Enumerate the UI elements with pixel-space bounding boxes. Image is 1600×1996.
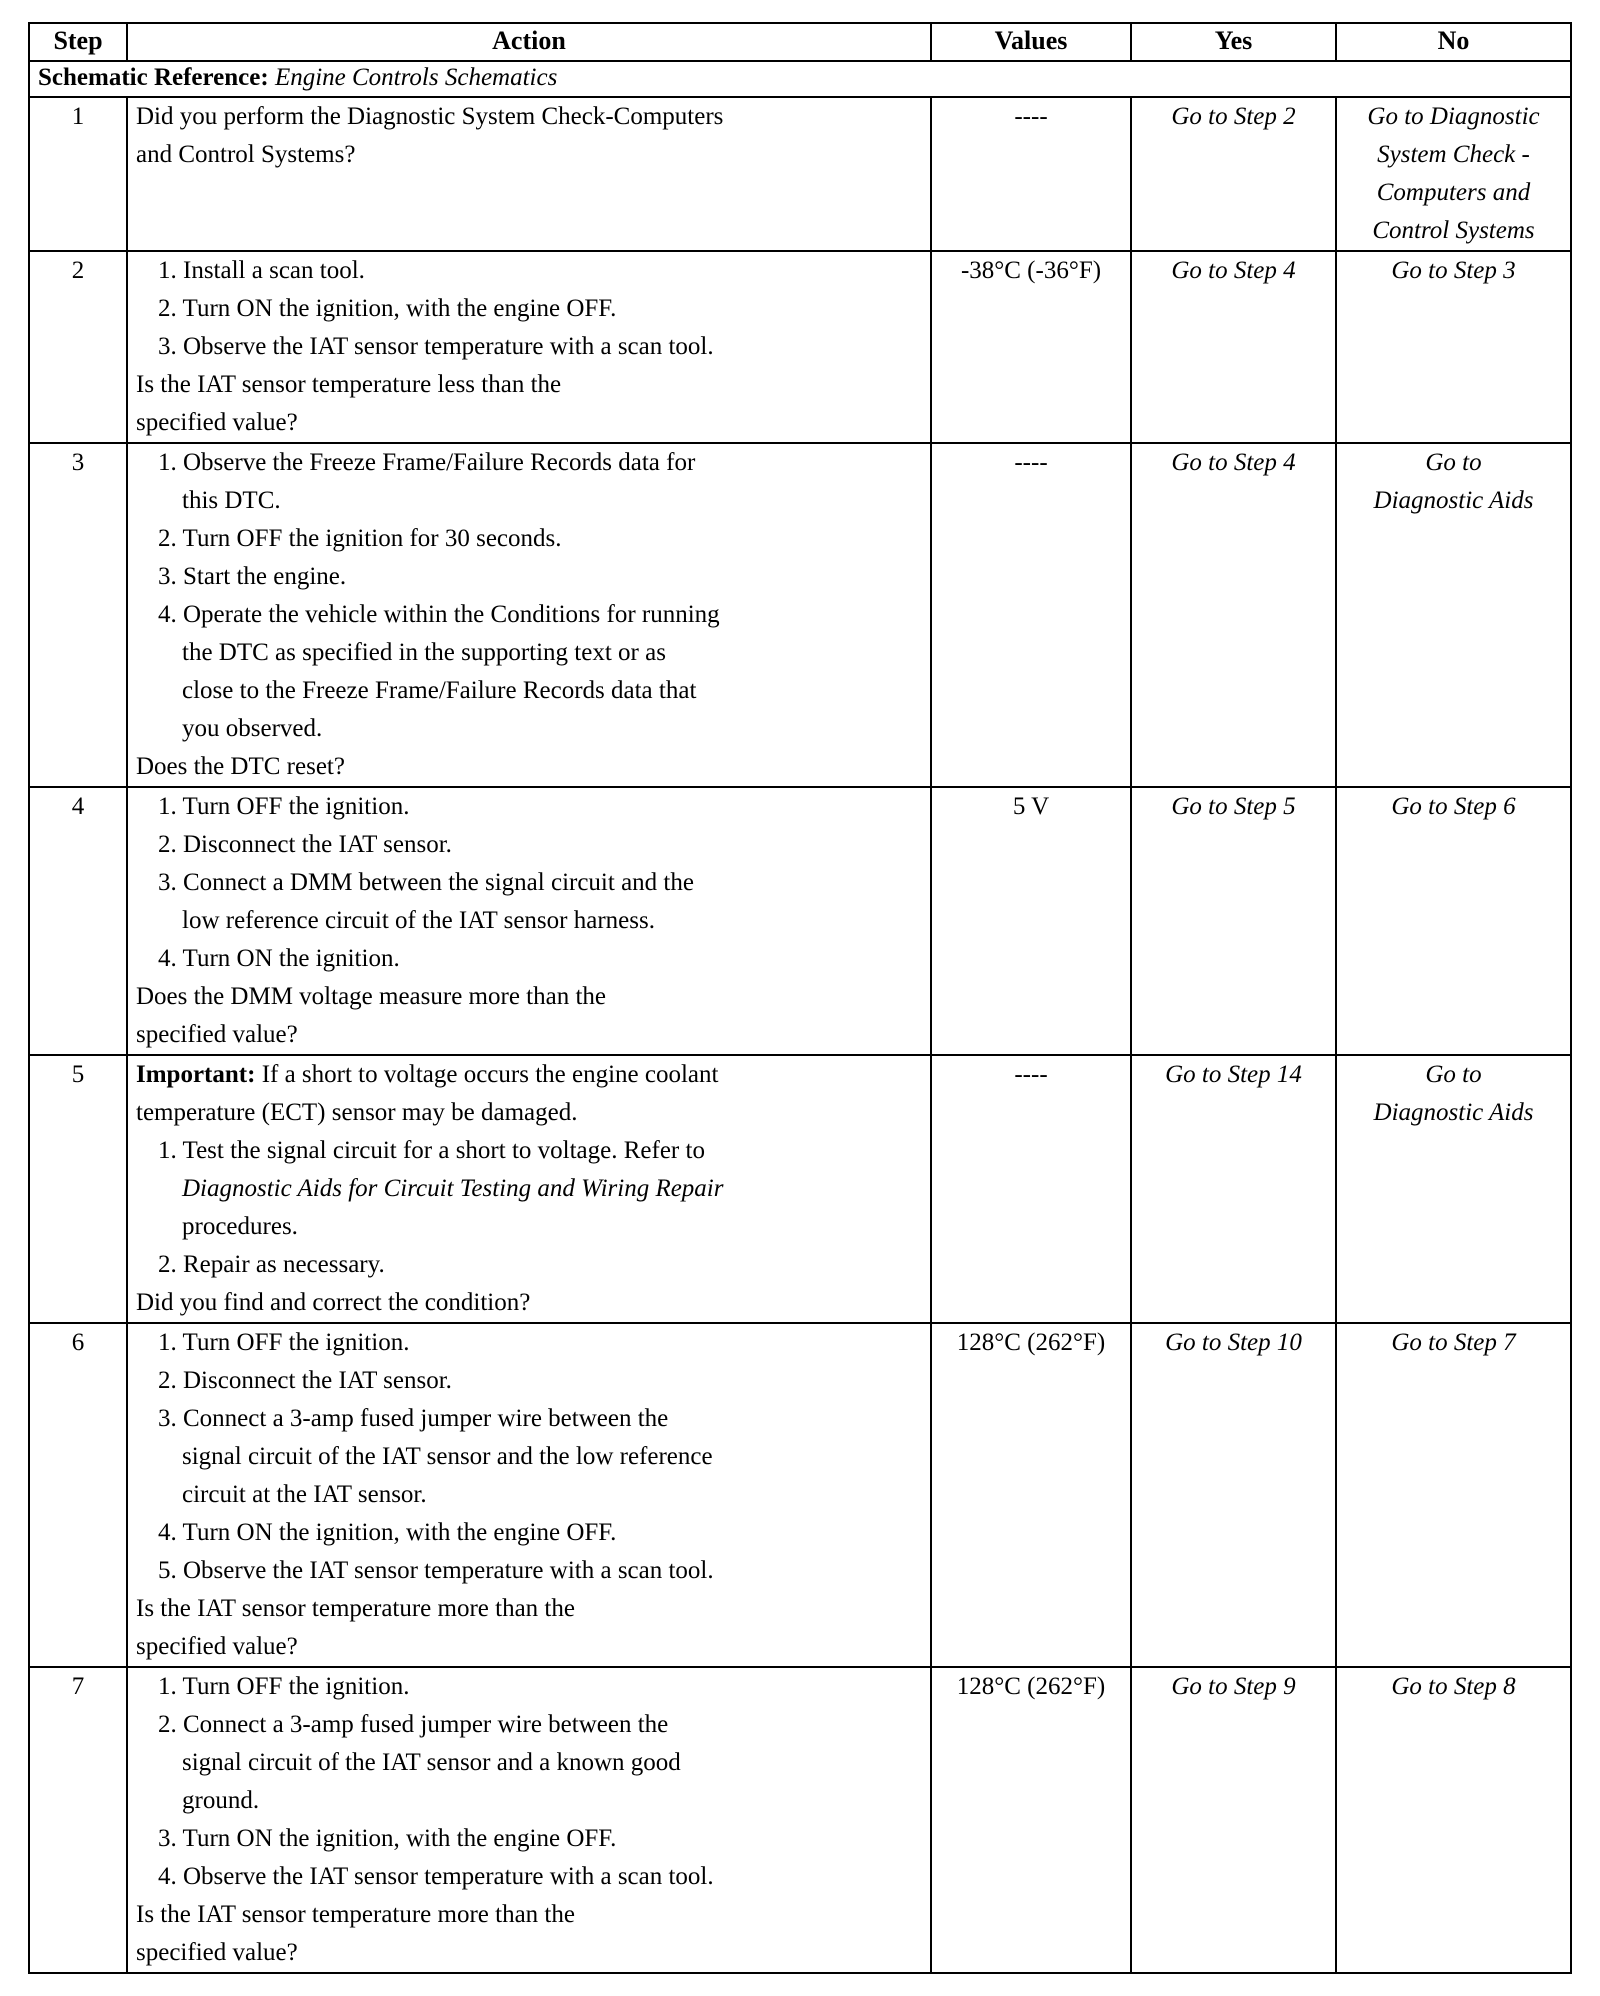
no-link-line: Computers and [1376, 179, 1531, 206]
action-line: Did you perform the Diagnostic System Check-Computers [136, 103, 724, 130]
action-item: 4. Observe the IAT sensor temperature with a scan tool. [158, 1863, 714, 1890]
step-number: 5 [29, 1055, 127, 1323]
header-no: No [1336, 23, 1571, 61]
table-row [29, 97, 1571, 251]
action-question: specified value? [136, 1633, 298, 1660]
step-value: -38°C (-36°F) [931, 251, 1131, 443]
step-value: 5 V [931, 787, 1131, 1055]
action-line: and Control Systems? [136, 141, 356, 168]
action-item: 1. Observe the Freeze Frame/Failure Records data for [158, 449, 696, 476]
yes-link[interactable]: Go to Step 14 [1131, 1055, 1336, 1323]
step-number: 3 [29, 443, 127, 787]
action-item: low reference circuit of the IAT sensor harness. [182, 907, 655, 934]
step-action [127, 97, 931, 251]
yes-link[interactable]: Go to Step 2 [1131, 97, 1336, 251]
step-value: ---- [931, 1055, 1131, 1323]
action-item: 1. Turn OFF the ignition. [158, 1673, 410, 1700]
no-link-line: Control Systems [1372, 217, 1535, 244]
step-number: 6 [29, 1323, 127, 1667]
no-link-line: Go to Diagnostic [1367, 103, 1540, 130]
action-item: circuit at the IAT sensor. [182, 1481, 427, 1508]
table-row [29, 1055, 1571, 1323]
action-item: 2. Disconnect the IAT sensor. [158, 831, 452, 858]
step-action [127, 1323, 931, 1667]
important-label: Important: [136, 1061, 256, 1088]
step-action [127, 787, 931, 1055]
no-link[interactable]: Go to Step 6 [1336, 787, 1571, 1055]
no-link[interactable] [1336, 97, 1571, 251]
table-row [29, 787, 1571, 1055]
action-question: specified value? [136, 409, 298, 436]
step-number: 7 [29, 1667, 127, 1973]
important-continued: temperature (ECT) sensor may be damaged. [136, 1099, 578, 1126]
schematic-reference [29, 61, 1571, 97]
action-question: Is the IAT sensor temperature more than the [136, 1901, 575, 1928]
action-item: 1. Install a scan tool. [158, 257, 365, 284]
yes-link[interactable]: Go to Step 4 [1131, 251, 1336, 443]
action-item: 3. Connect a DMM between the signal circuit and the [158, 869, 694, 896]
action-item: 3. Observe the IAT sensor temperature with a scan tool. [158, 333, 714, 360]
action-question: Did you find and correct the condition? [136, 1289, 531, 1316]
action-question: specified value? [136, 1939, 298, 1966]
step-action [127, 1667, 931, 1973]
action-question: Is the IAT sensor temperature less than the [136, 371, 562, 398]
action-item: 1. Turn OFF the ignition. [158, 1329, 410, 1356]
table-row [29, 1667, 1571, 1973]
action-item: 1. Test the signal circuit for a short to voltage. Refer to [158, 1137, 705, 1164]
header-yes: Yes [1131, 23, 1336, 61]
step-action [127, 1055, 931, 1323]
action-item: close to the Freeze Frame/Failure Records data that [182, 677, 697, 704]
action-item: ground. [182, 1787, 260, 1814]
no-link-line: Diagnostic Aids [1373, 487, 1534, 514]
action-item: 2. Turn ON the ignition, with the engine OFF. [158, 295, 617, 322]
action-item: signal circuit of the IAT sensor and a known good [182, 1749, 681, 1776]
no-link-line: Diagnostic Aids [1373, 1099, 1534, 1126]
yes-link[interactable]: Go to Step 9 [1131, 1667, 1336, 1973]
schematic-link[interactable]: Engine Controls Schematics [274, 64, 558, 91]
no-link-line: Go to [1425, 1061, 1482, 1088]
step-number: 2 [29, 251, 127, 443]
important-text: If a short to voltage occurs the engine coolant [261, 1061, 719, 1088]
no-link[interactable] [1336, 1055, 1571, 1323]
action-item: you observed. [182, 715, 323, 742]
no-link[interactable]: Go to Step 3 [1336, 251, 1571, 443]
action-item: 4. Operate the vehicle within the Conditions for running [158, 601, 720, 628]
no-link[interactable]: Go to Step 8 [1336, 1667, 1571, 1973]
action-item: 3. Start the engine. [158, 563, 347, 590]
action-item: 2. Connect a 3-amp fused jumper wire between the [158, 1711, 669, 1738]
diagnostic-aids-reference[interactable]: Diagnostic Aids for Circuit Testing and Wiring Repair [182, 1175, 724, 1202]
action-item: 2. Disconnect the IAT sensor. [158, 1367, 452, 1394]
header-action: Action [127, 23, 931, 61]
action-item: 2. Repair as necessary. [158, 1251, 385, 1278]
table-row [29, 251, 1571, 443]
action-item: the DTC as specified in the supporting text or as [182, 639, 666, 666]
step-value: 128°C (262°F) [931, 1323, 1131, 1667]
action-item: signal circuit of the IAT sensor and the low reference [182, 1443, 713, 1470]
action-item: 4. Turn ON the ignition, with the engine OFF. [158, 1519, 617, 1546]
action-item: 2. Turn OFF the ignition for 30 seconds. [158, 525, 562, 552]
step-number: 4 [29, 787, 127, 1055]
action-item: 3. Connect a 3-amp fused jumper wire between the [158, 1405, 669, 1432]
schematic-label: Schematic Reference: [38, 64, 269, 91]
action-question: Is the IAT sensor temperature more than the [136, 1595, 575, 1622]
table-row [29, 443, 1571, 787]
step-value: ---- [931, 443, 1131, 787]
no-link[interactable] [1336, 443, 1571, 787]
action-item: 1. Turn OFF the ignition. [158, 793, 410, 820]
action-item: 5. Observe the IAT sensor temperature with a scan tool. [158, 1557, 714, 1584]
step-action [127, 443, 931, 787]
schematic-row [29, 61, 1571, 97]
yes-link[interactable]: Go to Step 10 [1131, 1323, 1336, 1667]
header-values: Values [931, 23, 1131, 61]
no-link[interactable]: Go to Step 7 [1336, 1323, 1571, 1667]
action-item: 3. Turn ON the ignition, with the engine OFF. [158, 1825, 617, 1852]
action-question: Does the DMM voltage measure more than the [136, 983, 607, 1010]
step-value: 128°C (262°F) [931, 1667, 1131, 1973]
action-item: procedures. [182, 1213, 298, 1240]
step-action [127, 251, 931, 443]
step-number: 1 [29, 97, 127, 251]
yes-link[interactable]: Go to Step 4 [1131, 443, 1336, 787]
action-item: 4. Turn ON the ignition. [158, 945, 400, 972]
header-row [29, 23, 1571, 61]
table-row [29, 1323, 1571, 1667]
action-question: specified value? [136, 1021, 298, 1048]
action-item: this DTC. [182, 487, 281, 514]
header-step: Step [29, 23, 127, 61]
no-link-line: System Check - [1377, 141, 1530, 168]
diagnostic-table [28, 22, 1572, 1974]
action-question: Does the DTC reset? [136, 753, 345, 780]
no-link-line: Go to [1425, 449, 1482, 476]
step-value: ---- [931, 97, 1131, 251]
yes-link[interactable]: Go to Step 5 [1131, 787, 1336, 1055]
important-note [136, 1056, 922, 1094]
